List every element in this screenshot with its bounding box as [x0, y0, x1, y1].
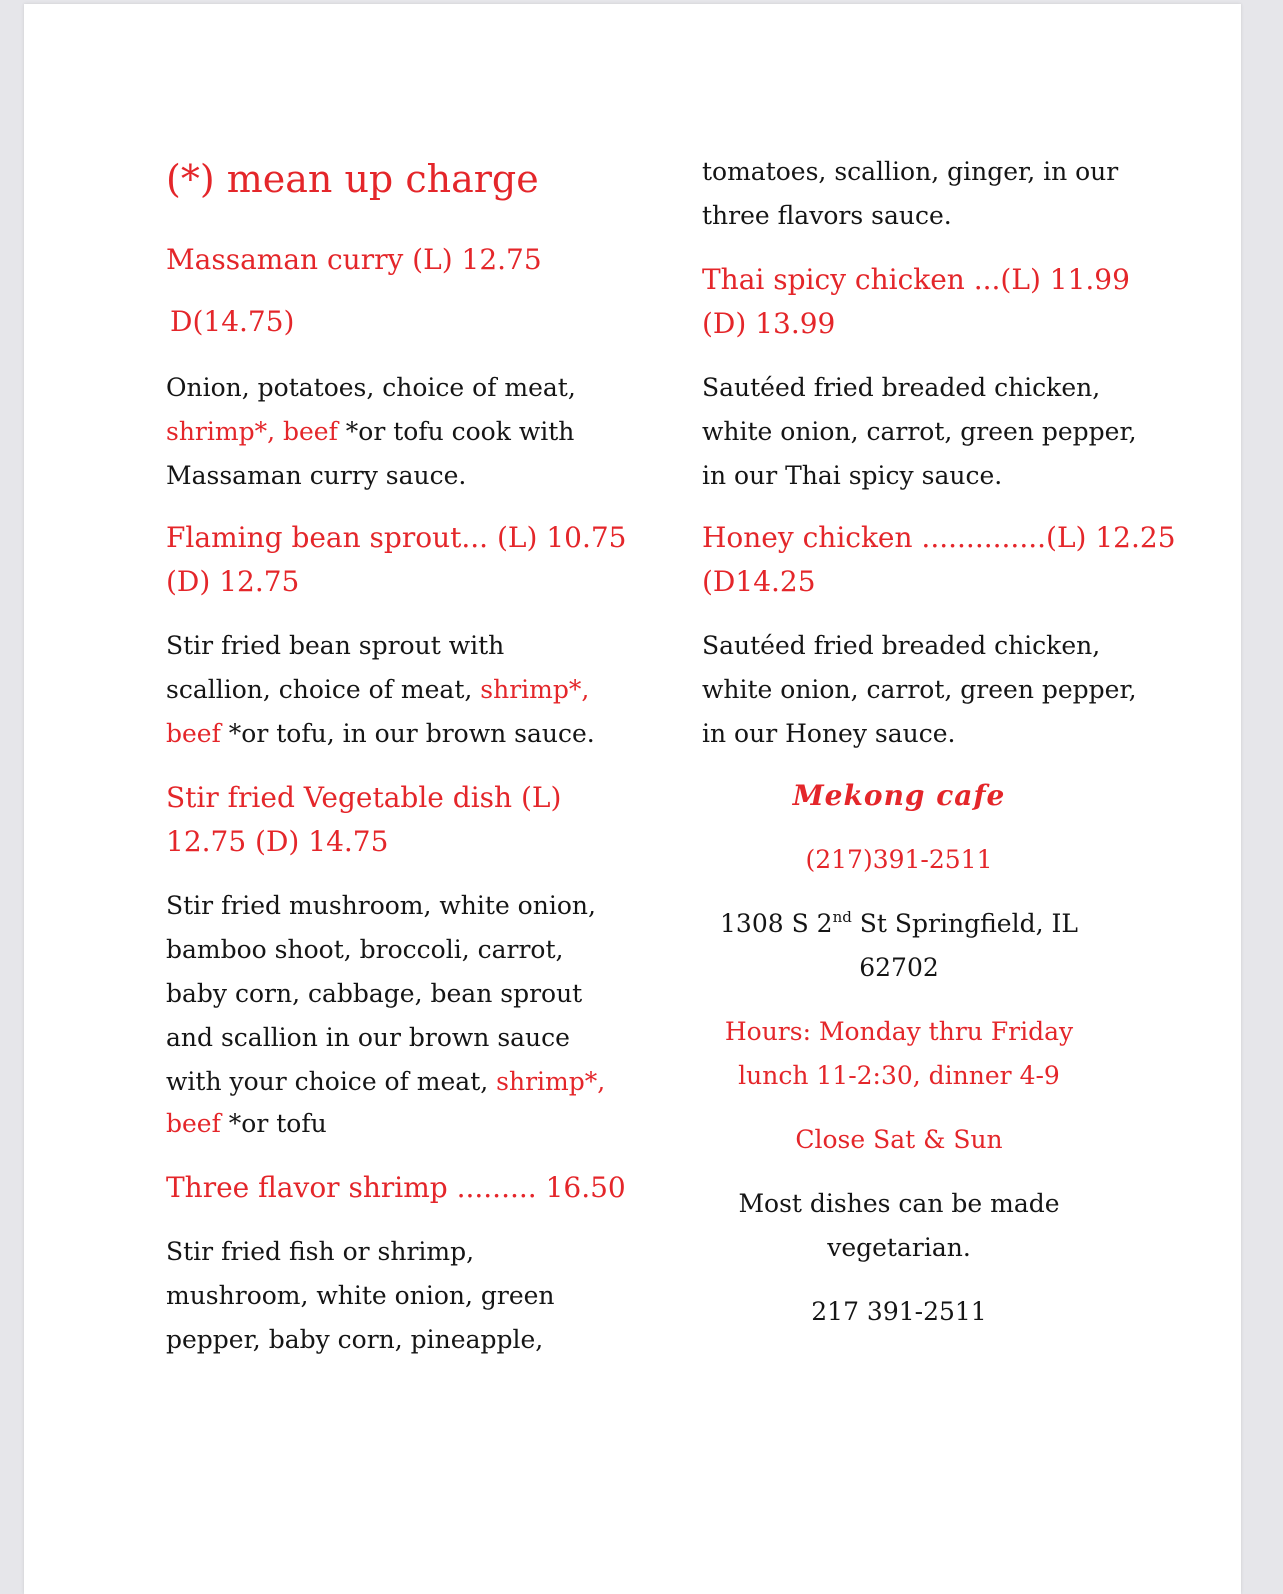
thai-spicy-chicken-dinner-price: (D) 13.99	[702, 307, 836, 340]
bean-sprout-dinner-price: (D) 12.75	[166, 565, 300, 598]
phone-number: (217)391-2511	[805, 845, 993, 874]
vegetable-desc-line	[166, 1060, 605, 1104]
vegetable-dish-title: Stir fried Vegetable dish (L)	[166, 781, 562, 814]
desc-text: scallion, choice of meat,	[166, 675, 481, 704]
phone-number-secondary: 217 391-2511	[811, 1297, 987, 1326]
upcharge-options: beef	[166, 719, 221, 748]
bean-sprout-desc-line	[166, 668, 589, 712]
bean-sprout-title: Flaming bean sprout... (L) 10.75	[166, 521, 627, 554]
vegetable-desc-line: bamboo shoot, broccoli, carrot,	[166, 935, 564, 964]
massaman-title: Massaman curry (L) 12.75	[166, 243, 542, 276]
vegetable-desc-line: baby corn, cabbage, bean sprout	[166, 979, 583, 1008]
address-number: 1308 S 2	[720, 909, 833, 938]
three-flavor-desc-line: Stir fried fish or shrimp,	[166, 1237, 475, 1266]
closed-days: Close Sat & Sun	[795, 1125, 1003, 1154]
three-flavor-shrimp-title: Three flavor shrimp ......... 16.50	[166, 1171, 626, 1204]
upcharge-options: shrimp*, beef	[166, 417, 338, 446]
menu-page	[24, 4, 1241, 1594]
upcharge-options: shrimp*,	[496, 1067, 606, 1096]
desc-text: *or tofu cook with	[337, 417, 575, 446]
three-flavor-desc-line: tomatoes, scallion, ginger, in our	[702, 157, 1119, 186]
vegetable-desc-line	[166, 1102, 327, 1146]
vegetable-desc-line: Stir fried mushroom, white onion,	[166, 891, 596, 920]
restaurant-name: Mekong cafe	[792, 779, 1006, 812]
massaman-desc-line: Onion, potatoes, choice of meat,	[166, 373, 576, 402]
honey-desc-line: white onion, carrot, green pepper,	[702, 675, 1137, 704]
upcharge-options: beef	[166, 1109, 221, 1138]
vegetable-dish-prices: 12.75 (D) 14.75	[166, 825, 389, 858]
vegetable-desc-line: and scallion in our brown sauce	[166, 1023, 570, 1052]
thai-spicy-chicken-title: Thai spicy chicken ...(L) 11.99	[702, 263, 1130, 296]
address-city: St Springfield, IL	[851, 909, 1078, 938]
bean-sprout-desc-line	[166, 712, 595, 756]
honey-desc-line: Sautéed fried breaded chicken,	[702, 631, 1101, 660]
thai-spicy-desc-line: in our Thai spicy sauce.	[702, 461, 1003, 490]
massaman-desc-line: Massaman curry sauce.	[166, 461, 467, 490]
zip-code: 62702	[859, 953, 939, 982]
address-ordinal: nd	[832, 908, 852, 926]
thai-spicy-desc-line: white onion, carrot, green pepper,	[702, 417, 1137, 446]
desc-text: *or tofu, in our brown sauce.	[220, 719, 595, 748]
honey-chicken-title: Honey chicken ..............(L) 12.25	[702, 521, 1176, 554]
upcharge-options: shrimp*,	[480, 675, 590, 704]
massaman-desc-line	[166, 410, 574, 454]
desc-text: *or tofu	[220, 1109, 327, 1138]
massaman-dinner-price: D(14.75)	[170, 305, 295, 338]
thai-spicy-desc-line: Sautéed fried breaded chicken,	[702, 373, 1101, 402]
three-flavor-desc-line: mushroom, white onion, green	[166, 1281, 555, 1310]
desc-text: with your choice of meat,	[166, 1067, 497, 1096]
three-flavor-desc-line: pepper, baby corn, pineapple,	[166, 1325, 544, 1354]
three-flavor-desc-line: three flavors sauce.	[702, 201, 952, 230]
street-address	[684, 902, 1114, 946]
bean-sprout-desc-line: Stir fried bean sprout with	[166, 631, 505, 660]
hours-line: Hours: Monday thru Friday	[724, 1017, 1074, 1046]
vegetarian-note: Most dishes can be made	[738, 1189, 1060, 1218]
honey-chicken-dinner-price: (D14.25	[702, 565, 816, 598]
vegetarian-note: vegetarian.	[827, 1233, 971, 1262]
upcharge-note: (*) mean up charge	[166, 157, 539, 201]
honey-desc-line: in our Honey sauce.	[702, 719, 956, 748]
hours-line: lunch 11-2:30, dinner 4-9	[738, 1061, 1060, 1090]
